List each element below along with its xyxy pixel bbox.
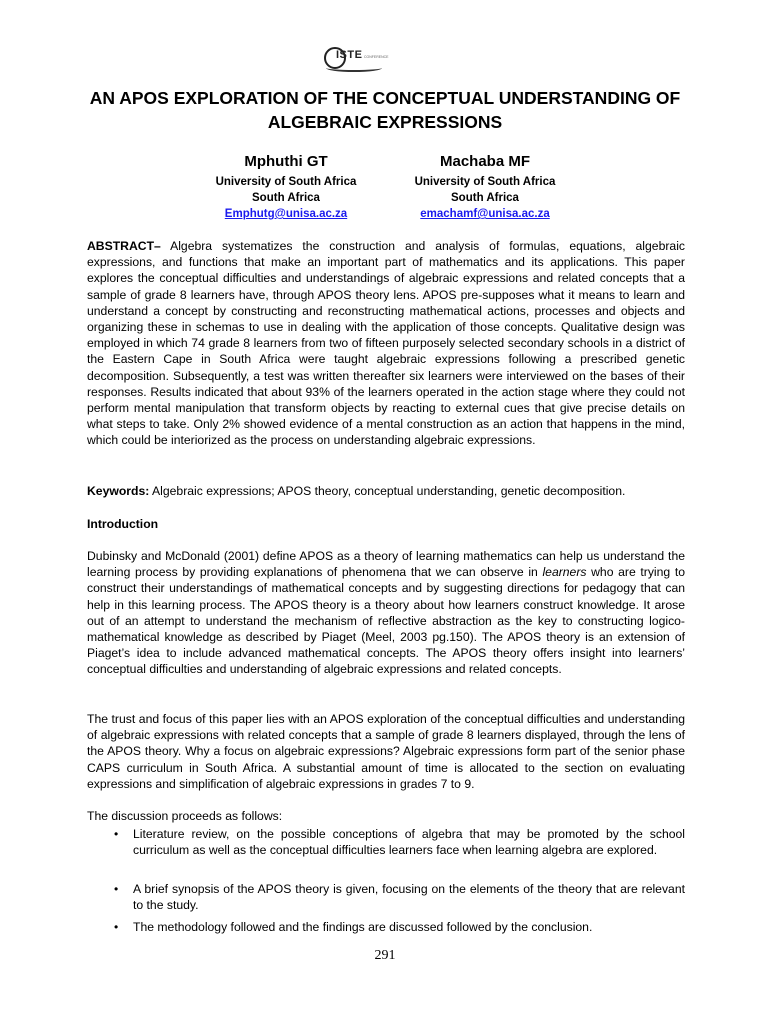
- page-number: 291: [374, 948, 396, 963]
- author-institution: University of South Africa: [215, 176, 357, 188]
- discussion-lead: The discussion proceeds as follows:: [87, 809, 283, 823]
- bullet-icon: •: [114, 920, 119, 934]
- section-heading-introduction: Introduction: [87, 517, 159, 531]
- abstract: [87, 238, 685, 449]
- author-block-1: [171, 152, 401, 223]
- bullet-list: [87, 881, 685, 913]
- intro-paragraph-1: Dubinsky and McDonald (2001) define APOS as a theory of learning mathematics can help us understand the learning process by providing explanations of phenomena that we can observe in learners who are trying to construct their understandings of mathematical concepts and by suggesting directions for pedagogy that can help in this learning process. The APOS theory is a theory about how learners construct knowledge. It arose out of an attempt to understand the mechanism of reflective abstraction as the key to constructing logico-mathematical knowledge as described by Piaget (Meel, 2003 pg.150). The APOS theory is an extension of Piaget’s idea to include advanced mathematical concepts. The APOS theory offers insight into learners’ conceptual difficulties and understanding of algebraic expressions and related concepts.: [87, 549, 685, 677]
- author-name: Machaba MF: [439, 153, 530, 170]
- keywords-label: Keywords:: [87, 484, 150, 498]
- bullet-icon: •: [114, 882, 119, 896]
- title-line-2: ALGEBRAIC EXPRESSIONS: [267, 112, 503, 132]
- author-country: South Africa: [252, 192, 320, 204]
- list-item: • A brief synopsis of the APOS theory is given, focusing on the elements of the theory that are relevant to the study.: [114, 882, 685, 913]
- intro-paragraph-2: The trust and focus of this paper lies with an APOS exploration of the conceptual difficulties and understanding of algebraic expressions with related concepts that a sample of grade 8 learners displayed, through the lens of the APOS theory. Why a focus on algebraic expressions? Algebraic expressions form part of the senior phase CAPS curriculum in South Africa. A substantial amount of time is allocated to the section on evaluating expressions and simplification of algebraic expressions in grades 7 to 9.: [87, 712, 685, 791]
- abstract-text: Algebra systematizes the construction and analysis of formulas, equations, algebraic expressions, and functions that make an important part of mathematics and its applications. This paper explores the conceptual difficulties and understandings of algebraic expressions and related concepts that a sample of grade 8 learners have, through APOS theory lens. APOS pre-supposes what it means to learn and understand a concept by constructing and reconstructing mathematical actions, processes and objects and organizing these in schemas to use in dealing with the application of those concepts. Qualitative design was employed in which 74 grade 8 learners from two of fifteen purposely selected secondary schools in a district of the Eastern Cape in South Africa were taught algebraic expressions following a prescribed genetic decomposition. Subsequently, a test was written thereafter six learners were interviewed on the bases of their responses. Results indicated that about 93% of the learners operated in the action stage where they could not perform mental manipulation that transform objects by reacting to external cues that give precise details on what steps to take. Only 2% showed evidence of a mental construction as an action that happens in the mind, which could be interiorized as the process on understanding algebraic expressions.: [87, 239, 685, 448]
- author-institution: University of South Africa: [414, 176, 556, 188]
- emphasis-learners: learners: [542, 565, 587, 580]
- abstract-label: ABSTRACT–: [87, 239, 161, 253]
- bullet-list: [87, 826, 685, 858]
- author-email-link[interactable]: emachamf@unisa.ac.za: [420, 208, 550, 220]
- author-country: South Africa: [451, 192, 519, 204]
- keywords: [87, 483, 685, 499]
- author-block-2: [370, 152, 600, 223]
- iste-logo-icon: ISTE CONFERENCE: [322, 44, 384, 74]
- bullet-list: [87, 919, 685, 935]
- author-name: Mphuthi GT: [244, 153, 328, 170]
- list-item: • Literature review, on the possible conceptions of algebra that may be promoted by the school curriculum as well as the conceptual difficulties learners face when learning algebra are explored.: [114, 827, 685, 858]
- bullet-icon: •: [114, 827, 119, 841]
- title-line-1: AN APOS EXPLORATION OF THE CONCEPTUAL UNDERSTANDING OF: [89, 88, 681, 108]
- keywords-text: Algebraic expressions; APOS theory, conceptual understanding, genetic decomposition.: [149, 484, 626, 498]
- paper-title: [60, 86, 710, 134]
- author-email-link[interactable]: Emphutg@unisa.ac.za: [224, 208, 348, 220]
- list-item: • The methodology followed and the findings are discussed followed by the conclusion.: [114, 920, 593, 934]
